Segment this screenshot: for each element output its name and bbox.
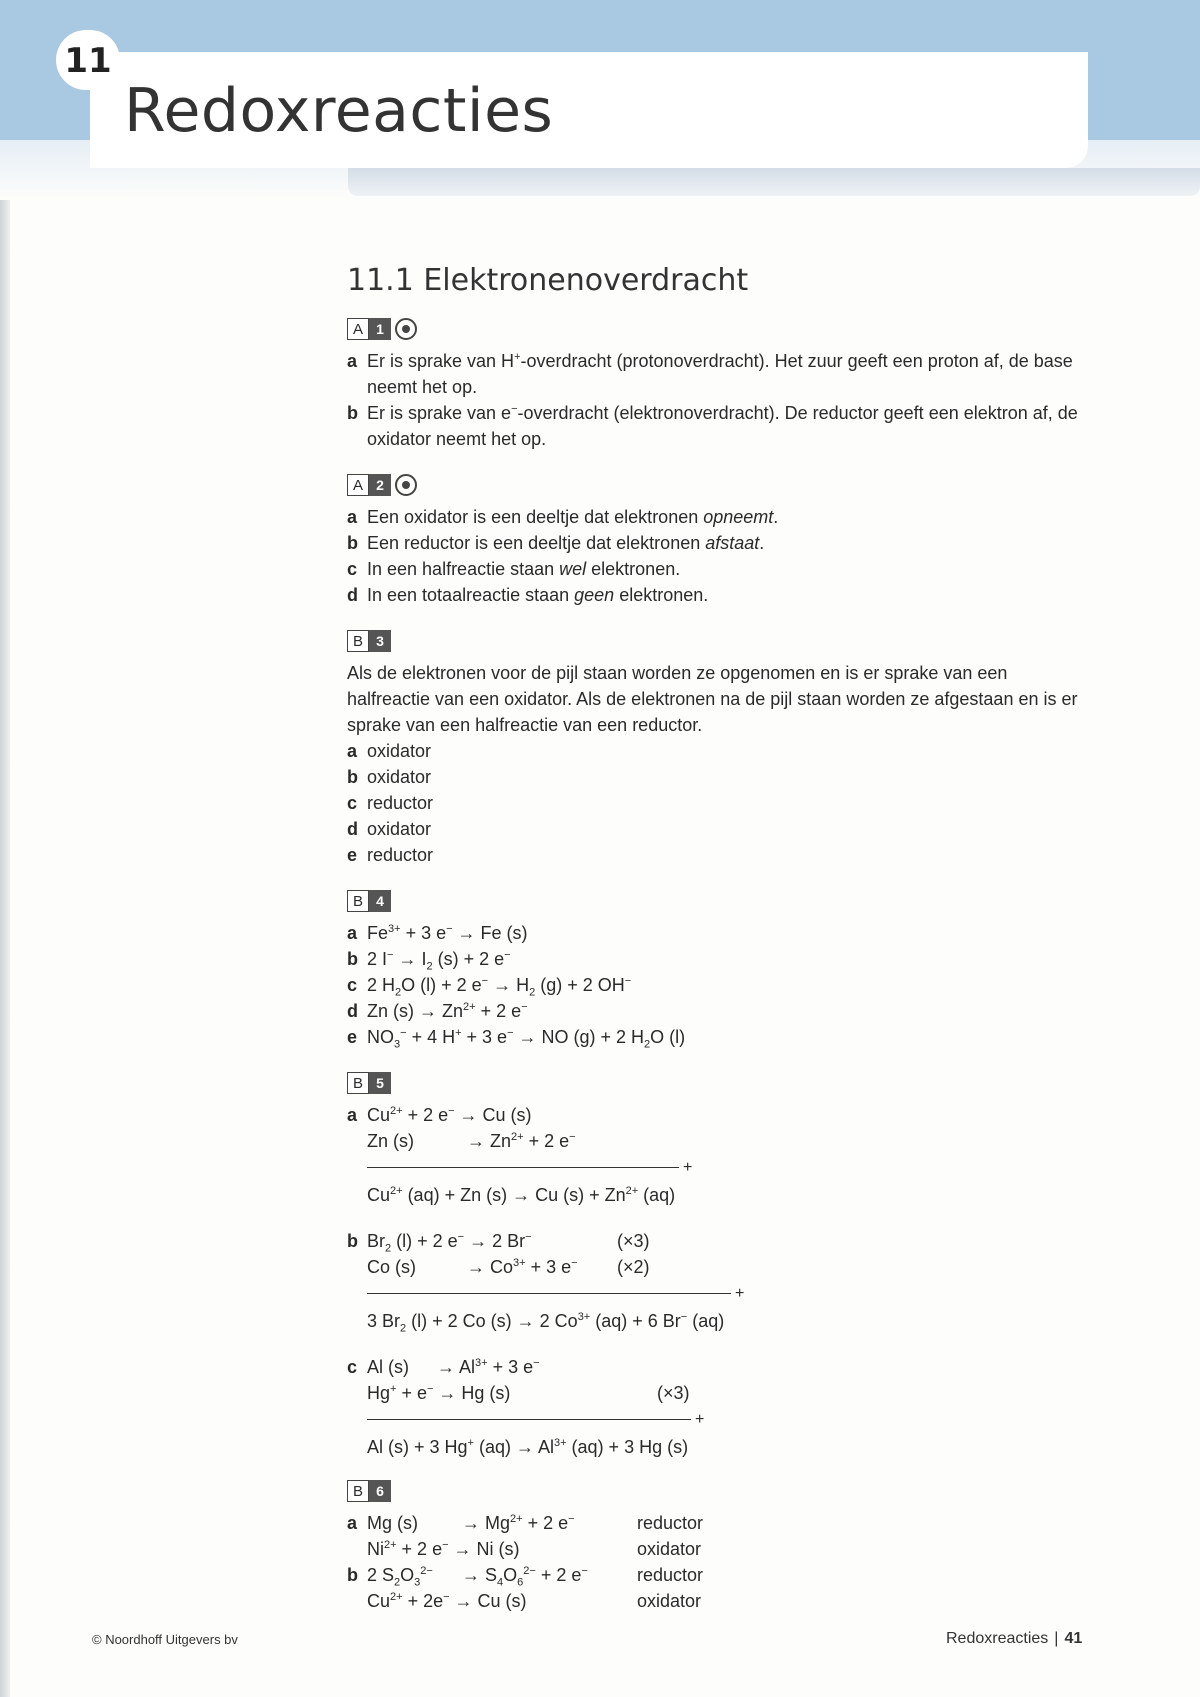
question-number: 2 — [369, 474, 391, 496]
question-5-header — [347, 1070, 1097, 1096]
level-label: B — [347, 1072, 369, 1094]
question-number: 1 — [369, 318, 391, 340]
chapter-title: Redoxreacties — [124, 76, 554, 146]
sum-line: + — [367, 1162, 1097, 1174]
question-3-explanation: Als de elektronen voor de pijl staan worden ze opgenomen en is er sprake van een halfreactie van een oxidator. Als de elektronen na de pijl staan worden ze afgestaan en is er sprake van een halfreactie van een reductor. — [347, 663, 1078, 735]
answer-3e: e reductor — [347, 845, 434, 865]
question-1-header — [347, 316, 1097, 342]
question-3-header — [347, 628, 1097, 654]
equation-6b-2: $Cu^{2+} + 2e^- \to Cu$ (s) oxidator — [367, 1591, 702, 1611]
equation-4b: b 2 $I^- \to I_2$ (s) + 2 e− — [347, 949, 511, 973]
equation-5c-2: Hg+ + e− → Hg (s) (×3) — [367, 1383, 690, 1403]
equation-4d: d Zn $(s) \to Zn^{2+} + 2$ e− — [347, 1001, 528, 1021]
question-6-header — [347, 1478, 1097, 1504]
question-4-header — [347, 888, 1097, 914]
answer-3b: b oxidator — [347, 767, 432, 787]
equation-6a-1: a Mg $(s) \to Mg^{2+} + 2$ e− reductor — [347, 1513, 704, 1533]
question-number: 6 — [369, 1480, 391, 1502]
equation-5b-total: 3 $Br_2$ (l) + 2 Co (s) → 2 $Co^{3+}$ (aq) + 6 Br− (aq) — [367, 1311, 725, 1335]
section-title: 11.1 Elektronenoverdracht — [347, 263, 749, 298]
page-edge — [0, 0, 10, 1697]
equation-5b-1: b $Br_2$ (l) + 2 e− → 2 Br− (×3) — [347, 1231, 650, 1255]
equation-5a-1: a $Cu^{2+} + 2$ e− → Cu (s) — [347, 1105, 532, 1125]
question-number: 4 — [369, 890, 391, 912]
answer-3d: d oxidator — [347, 819, 432, 839]
answer-2c: c In een halfreactie staan wel elektronen. — [347, 559, 681, 579]
equation-4e: e $NO_3^- + 4$ H+ + 3 e− → NO (g) + 2 $H_2O$ (l) — [347, 1027, 686, 1051]
level-label: A — [347, 474, 369, 496]
target-icon — [395, 474, 417, 496]
page-footer: Redoxreacties | 41 — [946, 1630, 1083, 1647]
chapter-number-badge: 11 — [56, 30, 120, 90]
level-label: B — [347, 1480, 369, 1502]
answer-1a: a Er is sprake van H+-overdracht (protonoverdracht). Het zuur geeft een proton af, de base neemt het op. — [347, 351, 1073, 397]
equation-5b-2: Co $(s) \to Co^{3+} + 3$ e− (×2) — [367, 1257, 650, 1277]
level-label: B — [347, 890, 369, 912]
answer-2b: b Een reductor is een deeltje dat elektronen afstaat. — [347, 533, 765, 553]
equation-4a: a $Fe^{3+} + 3$ e− → Fe (s) — [347, 923, 528, 943]
equation-5c-total: Al (s) + 3 Hg+ $(aq) \to Al^{3+}$ (aq) + 3 Hg (s) — [367, 1437, 689, 1457]
answer-3a: a oxidator — [347, 741, 432, 761]
equation-5a-total: $Cu^{2+}$ (aq) + Zn (s) → Cu $(s) + Zn^{2+}$ (aq) — [367, 1185, 676, 1205]
content — [347, 262, 1097, 1614]
equation-6a-2: $Ni^{2+} + 2$ e− → Ni (s) oxidator — [367, 1539, 702, 1559]
equation-5c-1: c Al (s) → $Al^{3+} + 3$ e− — [347, 1357, 540, 1377]
question-number: 5 — [369, 1072, 391, 1094]
copyright: © Noordhoff Uitgevers bv — [92, 1632, 238, 1647]
level-label: B — [347, 630, 369, 652]
level-label: A — [347, 318, 369, 340]
sum-line: + — [367, 1288, 1097, 1300]
title-shadow — [348, 168, 1200, 196]
sum-line: + — [367, 1414, 1097, 1426]
answer-2a: a Een oxidator is een deeltje dat elektronen opneemt. — [347, 507, 779, 527]
answer-3c: c reductor — [347, 793, 434, 813]
target-icon — [395, 318, 417, 340]
equation-5a-2: Zn (s) → $Zn^{2+} + 2$ e− — [367, 1131, 576, 1151]
page-number: 41 — [1064, 1630, 1083, 1647]
equation-6b-1: b 2 $S_2O_3^{2-} \to S_4O_6^{2-} + 2$ e− reductor — [347, 1565, 704, 1589]
question-number: 3 — [369, 630, 391, 652]
answer-1b: b Er is sprake van e−-overdracht (elektronoverdracht). De reductor geeft een elektron af, de oxidator neemt het op. — [347, 403, 1078, 449]
answer-2d: d In een totaalreactie staan geen elektronen. — [347, 585, 709, 605]
equation-4c: c 2 $H_2O$ (l) + 2 $e^- \to H_2$ (g) + 2 OH− — [347, 975, 632, 999]
question-2-header — [347, 472, 1097, 498]
